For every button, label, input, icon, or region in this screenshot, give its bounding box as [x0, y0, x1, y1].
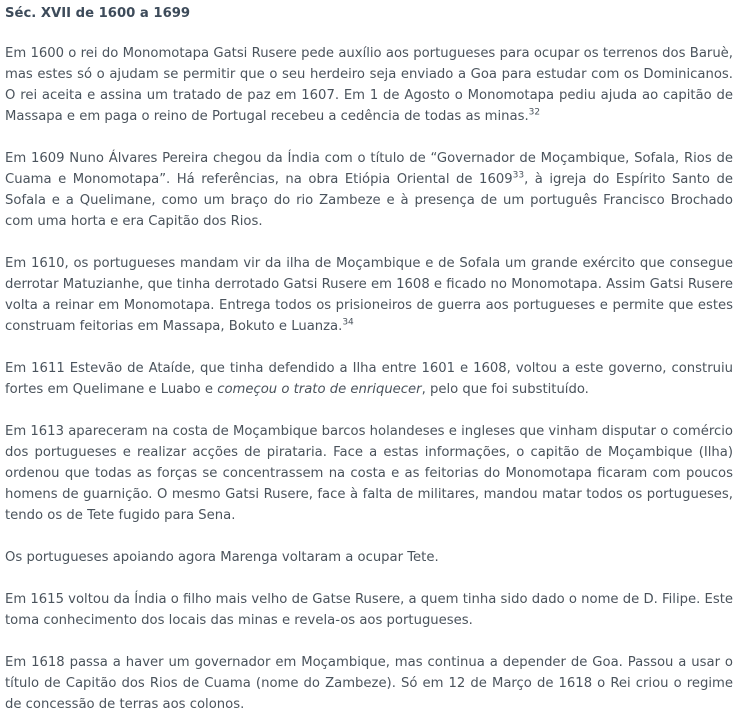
- paragraph-1615: [5, 589, 733, 631]
- paragraph-text-continued: , pelo que foi substituído.: [421, 382, 589, 397]
- paragraph-text: Em 1618 passa a haver um governador em Moçambique, mas continua a depender de Goa. Passou a usar o título de Capitão dos Rios de Cuama (nome do Zambeze). Só em 12 de Março de 1618 o Rei criou o regime de concessão de terras aos colonos.: [5, 655, 733, 712]
- paragraph-1609: [5, 148, 733, 232]
- paragraph-marenga: [5, 547, 733, 568]
- emphasis-quote: começou o trato de enriquecer: [217, 382, 422, 397]
- paragraph-1611: [5, 358, 733, 400]
- footnote-ref[interactable]: 32: [528, 107, 541, 118]
- paragraph-text: Os portugueses apoiando agora Marenga voltaram a ocupar Tete.: [5, 550, 439, 565]
- footnote-ref[interactable]: 33: [512, 170, 525, 181]
- paragraph-1618: [5, 652, 733, 715]
- paragraph-text: Em 1611 Estevão de Ataíde, que tinha defendido a Ilha entre 1601 e 1608, voltou a este governo, construiu fortes em Quelimane e Luabo e: [5, 361, 733, 397]
- section-heading: Séc. XVII de 1600 a 1699: [5, 6, 191, 21]
- paragraph-text: Em 1609 Nuno Álvares Pereira chegou da Índia com o título de “Governador de Moçambique, Sofala, Rios de Cuama e Monomotapa”. Há referências, na obra Etiópia Oriental de 1609: [5, 151, 733, 187]
- paragraph-text: Em 1600 o rei do Monomotapa Gatsi Rusere pede auxílio aos portugueses para ocupar os terrenos dos Baruè, mas estes só o ajudam se permitir que o seu herdeiro seja enviado a Goa para estudar com os Dominicanos. O rei aceita e assina um tratado de paz em 1607. Em 1 de Agosto o Monomotapa pediu ajuda ao capitão de Massapa e em paga o reino de Portugal recebeu a cedência de todas as minas.: [5, 46, 733, 124]
- paragraph-text-continued: , à igreja do Espírito Santo de Sofala e a Quelimane, como um braço do rio Zambeze e à presença de um português Francisco Brochado com uma horta e era Capitão dos Rios.: [5, 172, 733, 229]
- paragraph-1610: [5, 253, 733, 337]
- paragraph-text: Em 1613 apareceram na costa de Moçambique barcos holandeses e ingleses que vinham disputar o comércio dos portugueses e realizar acções de pirataria. Face a estas informações, o capitão de Moçambique (Ilha) ordenou que todas as forças se concentrassem na costa e as feitorias do Monomotapa ficaram com poucos homens de guarnição. O mesmo Gatsi Rusere, face à falta de militares, mandou matar todos os portugueses, tendo os de Tete fugido para Sena.: [5, 424, 733, 523]
- paragraph-text: Em 1615 voltou da Índia o filho mais velho de Gatse Rusere, a quem tinha sido dado o nome de D. Filipe. Este toma conhecimento dos locais das minas e revela-os aos portugueses.: [5, 592, 733, 628]
- footnote-ref[interactable]: 34: [342, 317, 354, 328]
- paragraph-1613: [5, 421, 733, 526]
- paragraph-text: Em 1610, os portugueses mandam vir da ilha de Moçambique e de Sofala um grande exército que consegue derrotar Matuzianhe, que tinha derrotado Gatsi Rusere em 1608 e ficado no Monomotapa. Assim Gatsi Rusere volta a reinar em Monomotapa. Entrega todos os prisioneiros de guerra aos portugueses e permite que estes construam feitorias em Massapa, Bokuto e Luanza.: [5, 256, 733, 334]
- paragraph-1600: [5, 43, 733, 127]
